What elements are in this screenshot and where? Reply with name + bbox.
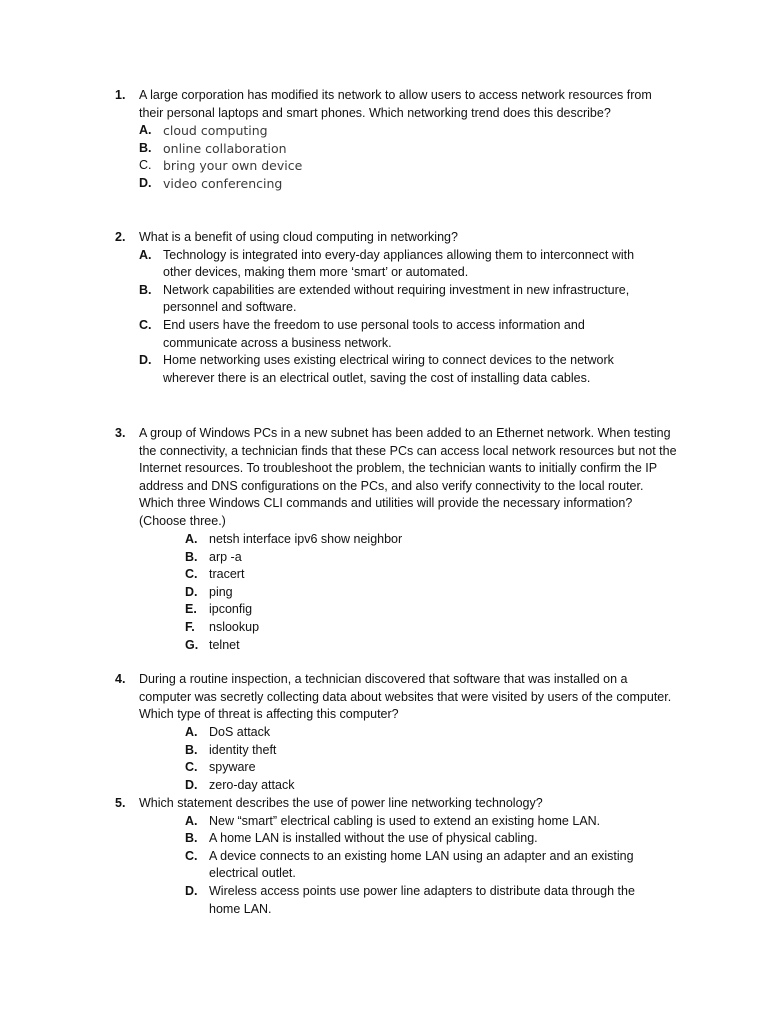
option-text: Home networking uses existing electrical wiring to connect devices to the network wherever there is an electrical outlet, saving the cost of installing data cables. [163,353,614,385]
option-c [139,317,659,352]
option-letter: G. [185,637,199,652]
options-list [139,122,659,192]
option-b [139,282,659,317]
option-text: Network capabilities are extended without requiring investment in new infrastructure, personnel and software. [163,282,630,315]
option-letter: B. [185,742,198,757]
option-text: zero-day attack [209,777,295,792]
option-letter: D. [139,175,152,190]
option-d [185,883,655,918]
option-letter: B. [185,549,198,564]
option-b [185,549,485,567]
question-text: During a routine inspection, a technician discovered that software that was installed on a computer was secretly collecting data about websites that were visited by users of the computer. Which type of threat is affecting this computer? [139,672,672,722]
option-g [185,637,485,655]
option-c [139,157,659,175]
option-text: ping [209,584,233,599]
option-text: ipconfig [209,602,253,617]
option-c [185,566,485,584]
question-number: 1. [115,88,126,102]
option-letter: D. [185,883,198,898]
option-e [185,601,485,619]
option-letter: B. [139,140,152,155]
option-a [139,122,659,140]
option-text: New “smart” electrical cabling is used to extend an existing home LAN. [209,813,601,828]
option-d [185,777,485,795]
option-letter: A. [185,813,198,828]
question-number: 2. [115,230,126,244]
option-letter: F. [185,619,195,634]
option-letter: C. [139,317,152,332]
question-text: Which statement describes the use of power line networking technology? [139,796,543,810]
options-list [185,531,485,654]
option-a [185,724,485,742]
option-letter: D. [139,353,152,368]
option-text: online collaboration [163,140,287,156]
question-number: 5. [115,796,126,810]
question-text: A group of Windows PCs in a new subnet has been added to an Ethernet network. When testing the connectivity, a technician finds that these PCs can access local network resources but not the Internet resources. To troubleshoot the problem, the technician wants to initially confirm the IP address and DNS configurations on the PCs, and also verify connectivity to the local router. Which three Windows CLI commands and utilities will provide the necessary information? (Choose three.) [139,426,677,528]
question-text: What is a benefit of using cloud computing in networking? [139,230,458,244]
option-letter: C. [185,848,198,863]
question-text: A large corporation has modified its network to allow users to access network resources from their personal laptops and smart phones. Which networking trend does this describe? [139,88,652,120]
option-d [185,584,485,602]
option-a [185,531,485,549]
option-letter: C. [139,158,152,173]
option-text: telnet [209,637,240,652]
option-a [185,813,655,831]
option-letter: A. [185,532,198,546]
option-text: DoS attack [209,725,271,739]
options-list [185,813,655,919]
option-f [185,619,485,637]
option-letter: A. [185,725,198,739]
option-text: Wireless access points use power line adapters to distribute data through the home LAN. [209,883,635,916]
option-b [185,742,485,760]
option-text: netsh interface ipv6 show neighbor [209,532,403,546]
option-letter: E. [185,602,197,617]
options-list [185,724,485,794]
option-text: identity theft [209,742,277,757]
question-number: 3. [115,426,126,440]
option-text: A home LAN is installed without the use of physical cabling. [209,831,538,846]
option-letter: C. [185,760,198,775]
option-letter: D. [185,777,198,792]
option-c [185,759,485,777]
option-letter: B. [139,282,152,297]
option-text: nslookup [209,619,260,634]
option-letter: A. [139,123,152,137]
option-letter: B. [185,831,198,846]
option-text: arp -a [209,549,242,564]
option-text: bring your own device [163,158,303,174]
option-b [139,140,659,158]
option-b [185,830,655,848]
option-text: spyware [209,760,256,775]
question-number: 4. [115,672,126,686]
option-d [139,352,659,387]
option-text: video conferencing [163,175,283,191]
option-letter: D. [185,584,198,599]
options-list [139,247,659,388]
option-text: Technology is integrated into every-day appliances allowing them to interconnect with other devices, making them more ‘smart’ or automated. [163,247,635,280]
option-text: A device connects to an existing home LAN using an adapter and an existing electrical outlet. [209,848,634,881]
option-d [139,175,659,193]
option-letter: A. [139,247,152,262]
option-c [185,848,655,883]
option-letter: C. [185,567,198,582]
option-text: tracert [209,567,245,582]
option-text: End users have the freedom to use personal tools to access information and communicate across a business network. [163,317,585,350]
option-a [139,247,659,282]
option-text: cloud computing [163,123,268,138]
